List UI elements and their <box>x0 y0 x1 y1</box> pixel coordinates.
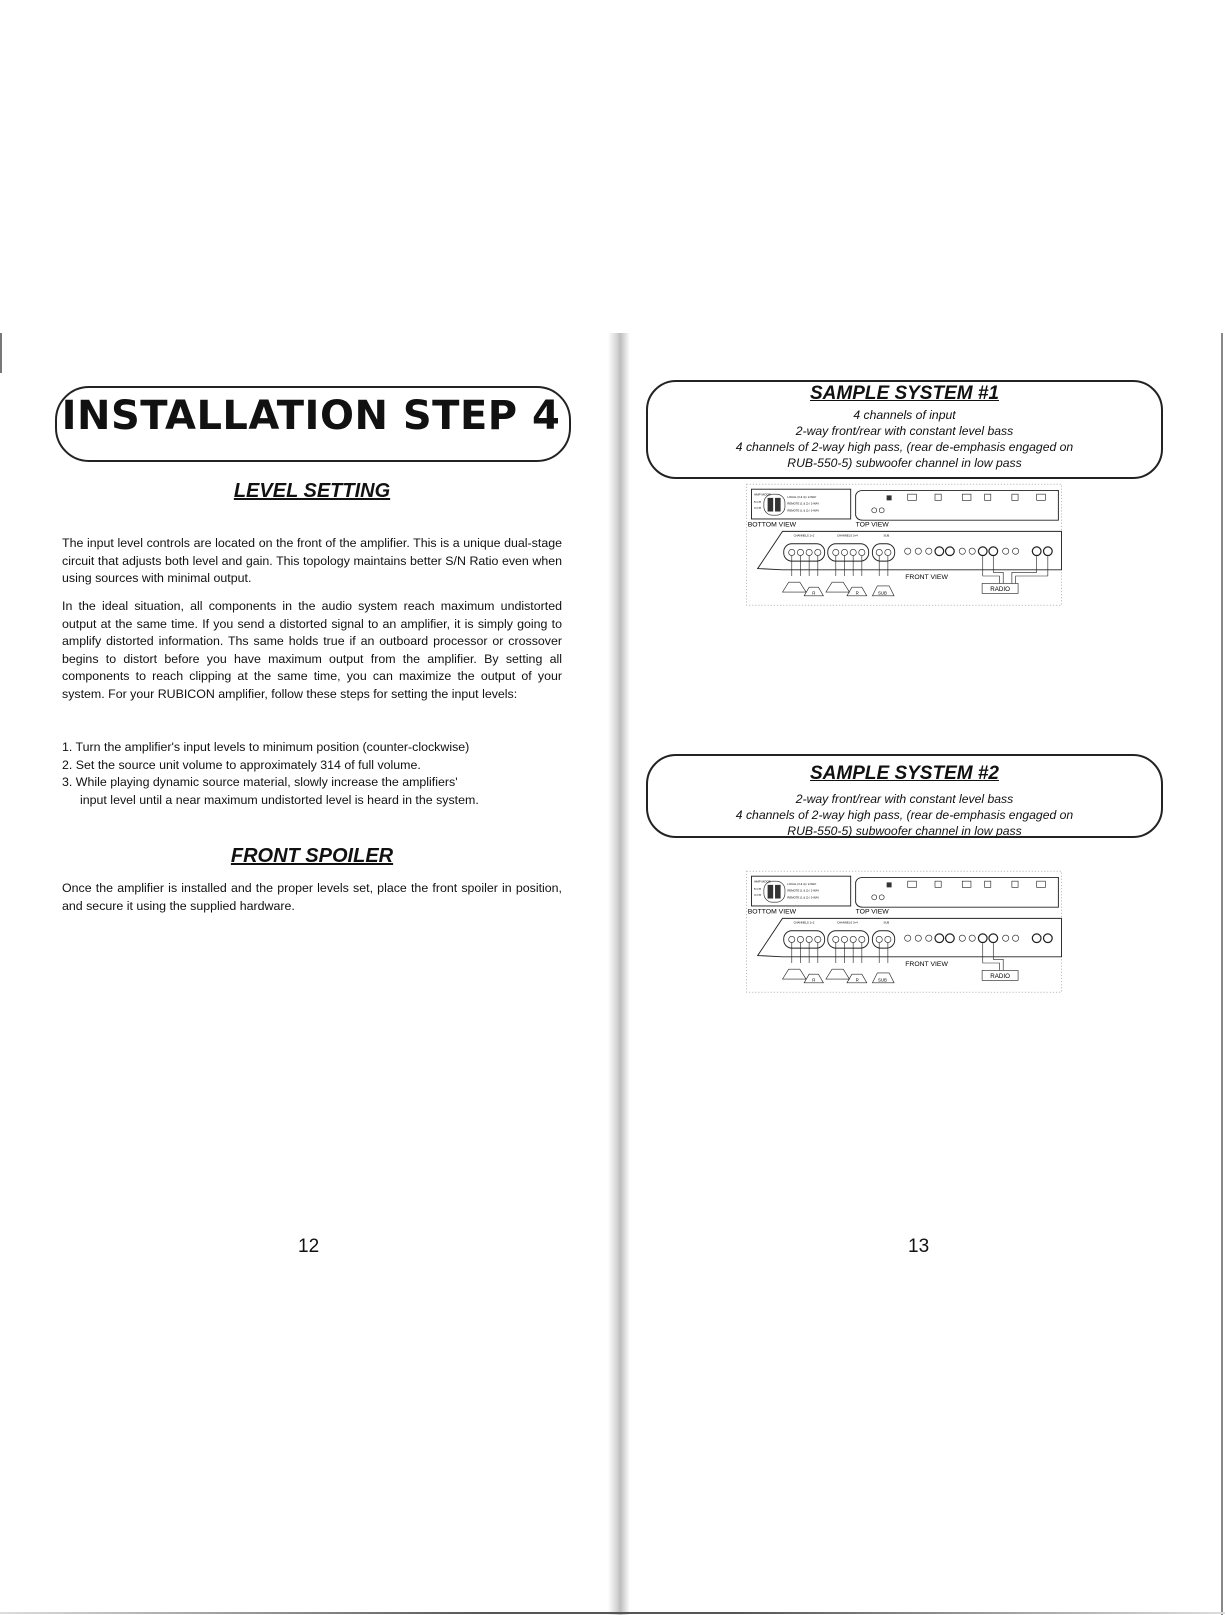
speaker-icon <box>826 969 850 979</box>
system2-title: SAMPLE SYSTEM #2 <box>810 763 999 784</box>
page-edge-right <box>1221 333 1223 1615</box>
remote2-label: REMOTE (1 & 2) / 3-WAY <box>787 508 820 513</box>
radio-label: RADIO <box>990 972 1010 980</box>
dip-switch-icon <box>775 885 781 899</box>
speaker-r-label: R <box>812 590 816 596</box>
three-ch-label: 3 CH <box>753 506 762 511</box>
bottom-view-label: BOTTOM VIEW <box>747 908 797 916</box>
page-title: INSTALLATION STEP 4 <box>61 393 561 439</box>
paragraph-intro: The input level controls are located on the front of the amplifier. This is a unique dual-stage circuit that adjusts both level and gain. This topology maintains better S/N Ratio even when using sources with minimal output. <box>62 536 562 586</box>
five-ch-label: 5 CH <box>753 886 762 891</box>
speaker-r-label: R <box>855 977 859 983</box>
remote1-label: REMOTE (1 & 2) / 2-WAY <box>787 501 820 506</box>
system1-wiring-diagram <box>648 483 1160 607</box>
dip-switch-icon <box>775 498 781 512</box>
level-setting-heading: LEVEL SETTING <box>233 480 391 502</box>
speaker-r-label: R <box>855 590 859 596</box>
step-item: 3. While playing dynamic source material, slowly increase the amplifiers' <box>62 775 458 790</box>
page-number-right: 13 <box>908 1236 930 1257</box>
remote1-label: REMOTE (1 & 2) / 2-WAY <box>787 888 820 893</box>
front-view-label: FRONT VIEW <box>905 961 948 969</box>
step-item: 1. Turn the amplifier's input levels to minimum position (counter-clockwise) <box>62 740 470 754</box>
system2-line: 2-way front/rear with constant level bass <box>795 792 1014 806</box>
speaker-r-label: R <box>812 977 816 983</box>
dip-switch-icon <box>768 885 774 899</box>
top-view-panel <box>856 490 1059 520</box>
local-label: LOCAL (3 & 4) / 2-WAY <box>787 494 817 499</box>
amp-mode-label: AMP MODE <box>753 879 771 884</box>
book-gutter <box>608 333 630 1615</box>
system1-title: SAMPLE SYSTEM #1 <box>810 383 999 404</box>
channels34-label: CHANNELS 3+4 <box>837 533 858 538</box>
local-label: LOCAL (3 & 4) / 2-WAY <box>787 881 817 886</box>
speaker-sub-label: SUB <box>877 590 887 596</box>
page-edge-left <box>0 333 2 373</box>
channels12-label: CHANNELS 1+2 <box>793 920 815 925</box>
system1-line: 4 channels of 2-way high pass, (rear de-emphasis engaged on <box>735 440 1074 454</box>
speaker-icon <box>782 969 806 979</box>
system1-line: 4 channels of input <box>853 408 956 422</box>
system1-line: 2-way front/rear with constant level bass <box>795 424 1014 438</box>
page-number-left: 12 <box>298 1236 320 1257</box>
paragraph-ideal: In the ideal situation, all components in the audio system reach maximum undistorted output at the same time. If you send a distorted signal to an amplifier, it is simply going to amplify distorted information. Ths same holds true if an outboard processor or crossover begins to distort before you have maximum output from the amplifier. By setting all components to reach clipping at the same time, you can maximize the output of your system. For your RUBICON amplifier, follow these steps for setting the input levels: <box>62 599 562 701</box>
step-item: 2. Set the source unit volume to approximately 314 of full volume. <box>62 757 421 772</box>
sub-label: SUB <box>883 533 890 538</box>
system2-line: RUB-550-5) subwoofer channel in low pass <box>787 824 1022 838</box>
paragraph-spoiler: Once the amplifier is installed and the proper levels set, place the front spoiler in position, and secure it using the supplied hardware. <box>62 881 562 913</box>
system2-line: 4 channels of 2-way high pass, (rear de-emphasis engaged on <box>735 808 1074 822</box>
sub-label: SUB <box>883 920 890 925</box>
speaker-icon <box>782 582 806 592</box>
page-bottom-edge <box>0 1612 1225 1614</box>
amp-mode-label: AMP MODE <box>753 492 771 497</box>
front-spoiler-heading: FRONT SPOILER <box>230 845 394 867</box>
remote2-label: REMOTE (1 & 2) / 3-WAY <box>787 895 820 900</box>
system2-wiring-diagram <box>648 870 1160 994</box>
top-view-panel <box>856 877 1059 907</box>
front-view-label: FRONT VIEW <box>905 574 948 582</box>
channels12-label: CHANNELS 1+2 <box>793 533 815 538</box>
three-ch-label: 3 CH <box>753 893 762 898</box>
top-view-label: TOP VIEW <box>855 521 889 529</box>
channels34-label: CHANNELS 3+4 <box>837 920 858 925</box>
speaker-icon <box>826 582 850 592</box>
speaker-sub-label: SUB <box>877 977 887 983</box>
five-ch-label: 5 CH <box>753 499 762 504</box>
top-view-label: TOP VIEW <box>855 908 889 916</box>
step-item: input level until a near maximum undistorted level is heard in the system. <box>80 792 479 807</box>
system1-line: RUB-550-5) subwoofer channel in low pass <box>787 456 1022 470</box>
bottom-view-label: BOTTOM VIEW <box>747 521 797 529</box>
dip-switch-icon <box>768 498 774 512</box>
steps-list <box>62 739 567 809</box>
radio-label: RADIO <box>990 585 1010 593</box>
